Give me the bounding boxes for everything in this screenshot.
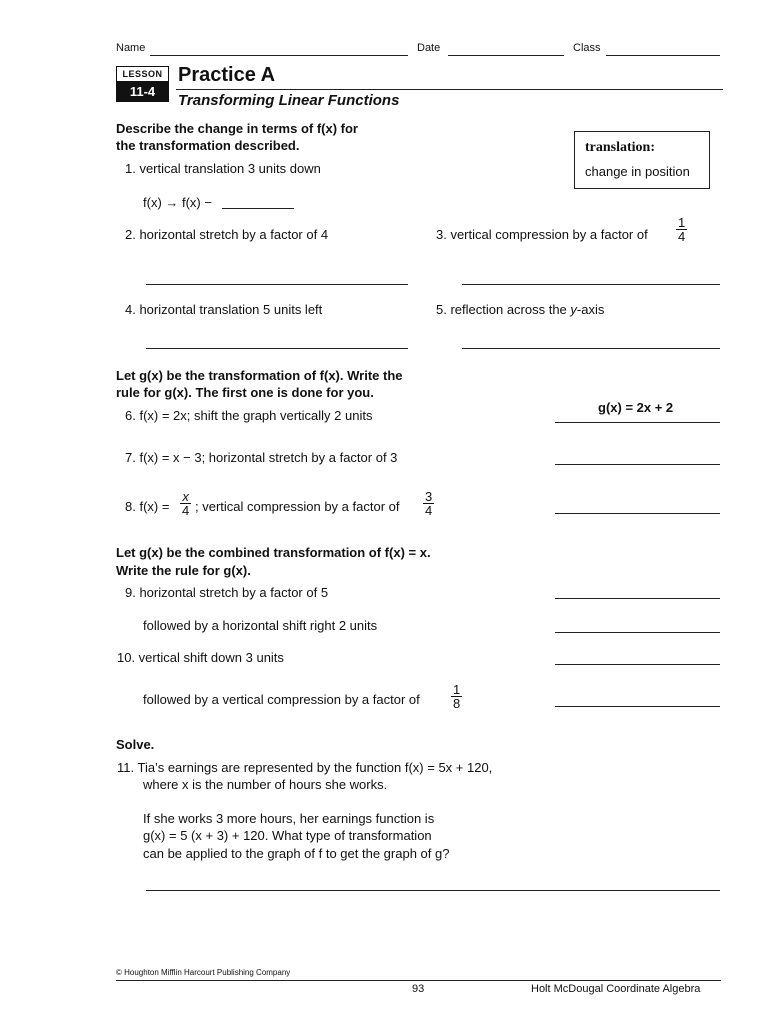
- question-4: 4. horizontal translation 5 units left: [125, 302, 323, 317]
- answer-line-9a[interactable]: [555, 598, 720, 599]
- copyright-text: © Houghton Mifflin Harcourt Publishing Company: [116, 968, 291, 977]
- question-8-function-fraction: [180, 490, 191, 517]
- class-field[interactable]: [606, 55, 720, 56]
- question-1: 1. vertical translation 3 units down: [125, 161, 321, 176]
- date-field[interactable]: [448, 55, 564, 56]
- answer-line-10a[interactable]: [555, 664, 720, 665]
- answer-line-2[interactable]: [146, 284, 408, 285]
- fraction-numerator: 3: [425, 489, 433, 504]
- question-11-line-1: 11. Tia’s earnings are represented by the function f(x) = 5x + 120,: [117, 760, 493, 775]
- lesson-badge-label: LESSON: [116, 66, 169, 82]
- book-title: Holt McDougal Coordinate Algebra: [531, 983, 701, 995]
- section3-instructions-2: Write the rule for g(x).: [116, 563, 251, 578]
- question-11-line-2: where x is the number of hours she works.: [143, 777, 388, 792]
- question-11-line-5: can be applied to the graph of f to get the graph of g?: [143, 846, 450, 861]
- question-10-continued: followed by a vertical compression by a factor of: [143, 692, 420, 707]
- question-7: 7. f(x) = x − 3; horizontal stretch by a factor of 3: [125, 450, 398, 465]
- question-8-prefix: 8. f(x) =: [125, 499, 170, 514]
- question-10: 10. vertical shift down 3 units: [117, 650, 284, 665]
- lesson-number: 11-4: [116, 82, 169, 102]
- class-label: Class: [573, 42, 601, 54]
- section4-heading: Solve.: [116, 737, 155, 752]
- question-6-answer: g(x) = 2x + 2: [598, 400, 674, 415]
- section1-instructions-2: the transformation described.: [116, 138, 300, 153]
- question-11-line-4: g(x) = 5 (x + 3) + 120. What type of transformation: [143, 828, 432, 843]
- footer-rule: [116, 980, 721, 981]
- vocabulary-callout: [574, 131, 710, 189]
- answer-line-6[interactable]: [555, 422, 720, 423]
- fraction-numerator: x: [180, 490, 191, 504]
- section2-instructions-2: rule for g(x). The first one is done for you.: [116, 385, 374, 400]
- callout-term: translation:: [585, 140, 655, 155]
- question-1-example: f(x) → f(x) −: [143, 195, 212, 210]
- question-5-prefix: 5. reflection across the: [436, 302, 571, 317]
- answer-line-9b[interactable]: [555, 632, 720, 633]
- answer-line-10b[interactable]: [555, 706, 720, 707]
- fraction-denominator: 4: [182, 503, 190, 518]
- question-6: 6. f(x) = 2x; shift the graph vertically 2 units: [125, 408, 373, 423]
- title-rule: [176, 89, 723, 90]
- answer-line-8[interactable]: [555, 513, 720, 514]
- fraction-denominator: 4: [425, 503, 433, 518]
- name-label: Name: [116, 42, 146, 54]
- question-5-suffix: -axis: [576, 302, 605, 317]
- answer-line-11[interactable]: [146, 890, 720, 891]
- question-10-fraction: [451, 683, 462, 710]
- page-title: Practice A: [178, 64, 276, 86]
- name-field[interactable]: [150, 55, 408, 56]
- section2-instructions-1: Let g(x) be the transformation of f(x). Write the: [116, 368, 403, 383]
- lesson-badge: [116, 66, 169, 104]
- date-label: Date: [417, 42, 441, 54]
- section1-instructions-1: Describe the change in terms of f(x) for: [116, 121, 358, 136]
- question-11-line-3: If she works 3 more hours, her earnings function is: [143, 811, 435, 826]
- fraction-denominator: 8: [453, 696, 461, 711]
- question-2: 2. horizontal stretch by a factor of 4: [125, 227, 329, 242]
- answer-line-5[interactable]: [462, 348, 720, 349]
- fraction-denominator: 4: [678, 229, 686, 244]
- question-8-middle: ; vertical compression by a factor of: [195, 499, 400, 514]
- answer-line-7[interactable]: [555, 464, 720, 465]
- question-9-continued: followed by a horizontal shift right 2 units: [143, 618, 378, 633]
- fraction-numerator: 1: [453, 682, 461, 697]
- question-9: 9. horizontal stretch by a factor of 5: [125, 585, 329, 600]
- fraction-numerator: 1: [678, 215, 686, 230]
- question-3-fraction: [676, 216, 687, 243]
- question-5: [436, 302, 604, 317]
- page-subtitle: Transforming Linear Functions: [178, 92, 400, 109]
- page-number: 93: [412, 983, 425, 995]
- question-8-fraction: [423, 490, 434, 517]
- question-5-variable: y: [570, 302, 577, 317]
- answer-line-1[interactable]: [222, 208, 294, 209]
- section3-instructions-1: Let g(x) be the combined transformation of f(x) = x.: [116, 545, 431, 560]
- callout-definition: change in position: [585, 164, 690, 179]
- question-3: 3. vertical compression by a factor of: [436, 227, 648, 242]
- answer-line-4[interactable]: [146, 348, 408, 349]
- answer-line-3[interactable]: [462, 284, 720, 285]
